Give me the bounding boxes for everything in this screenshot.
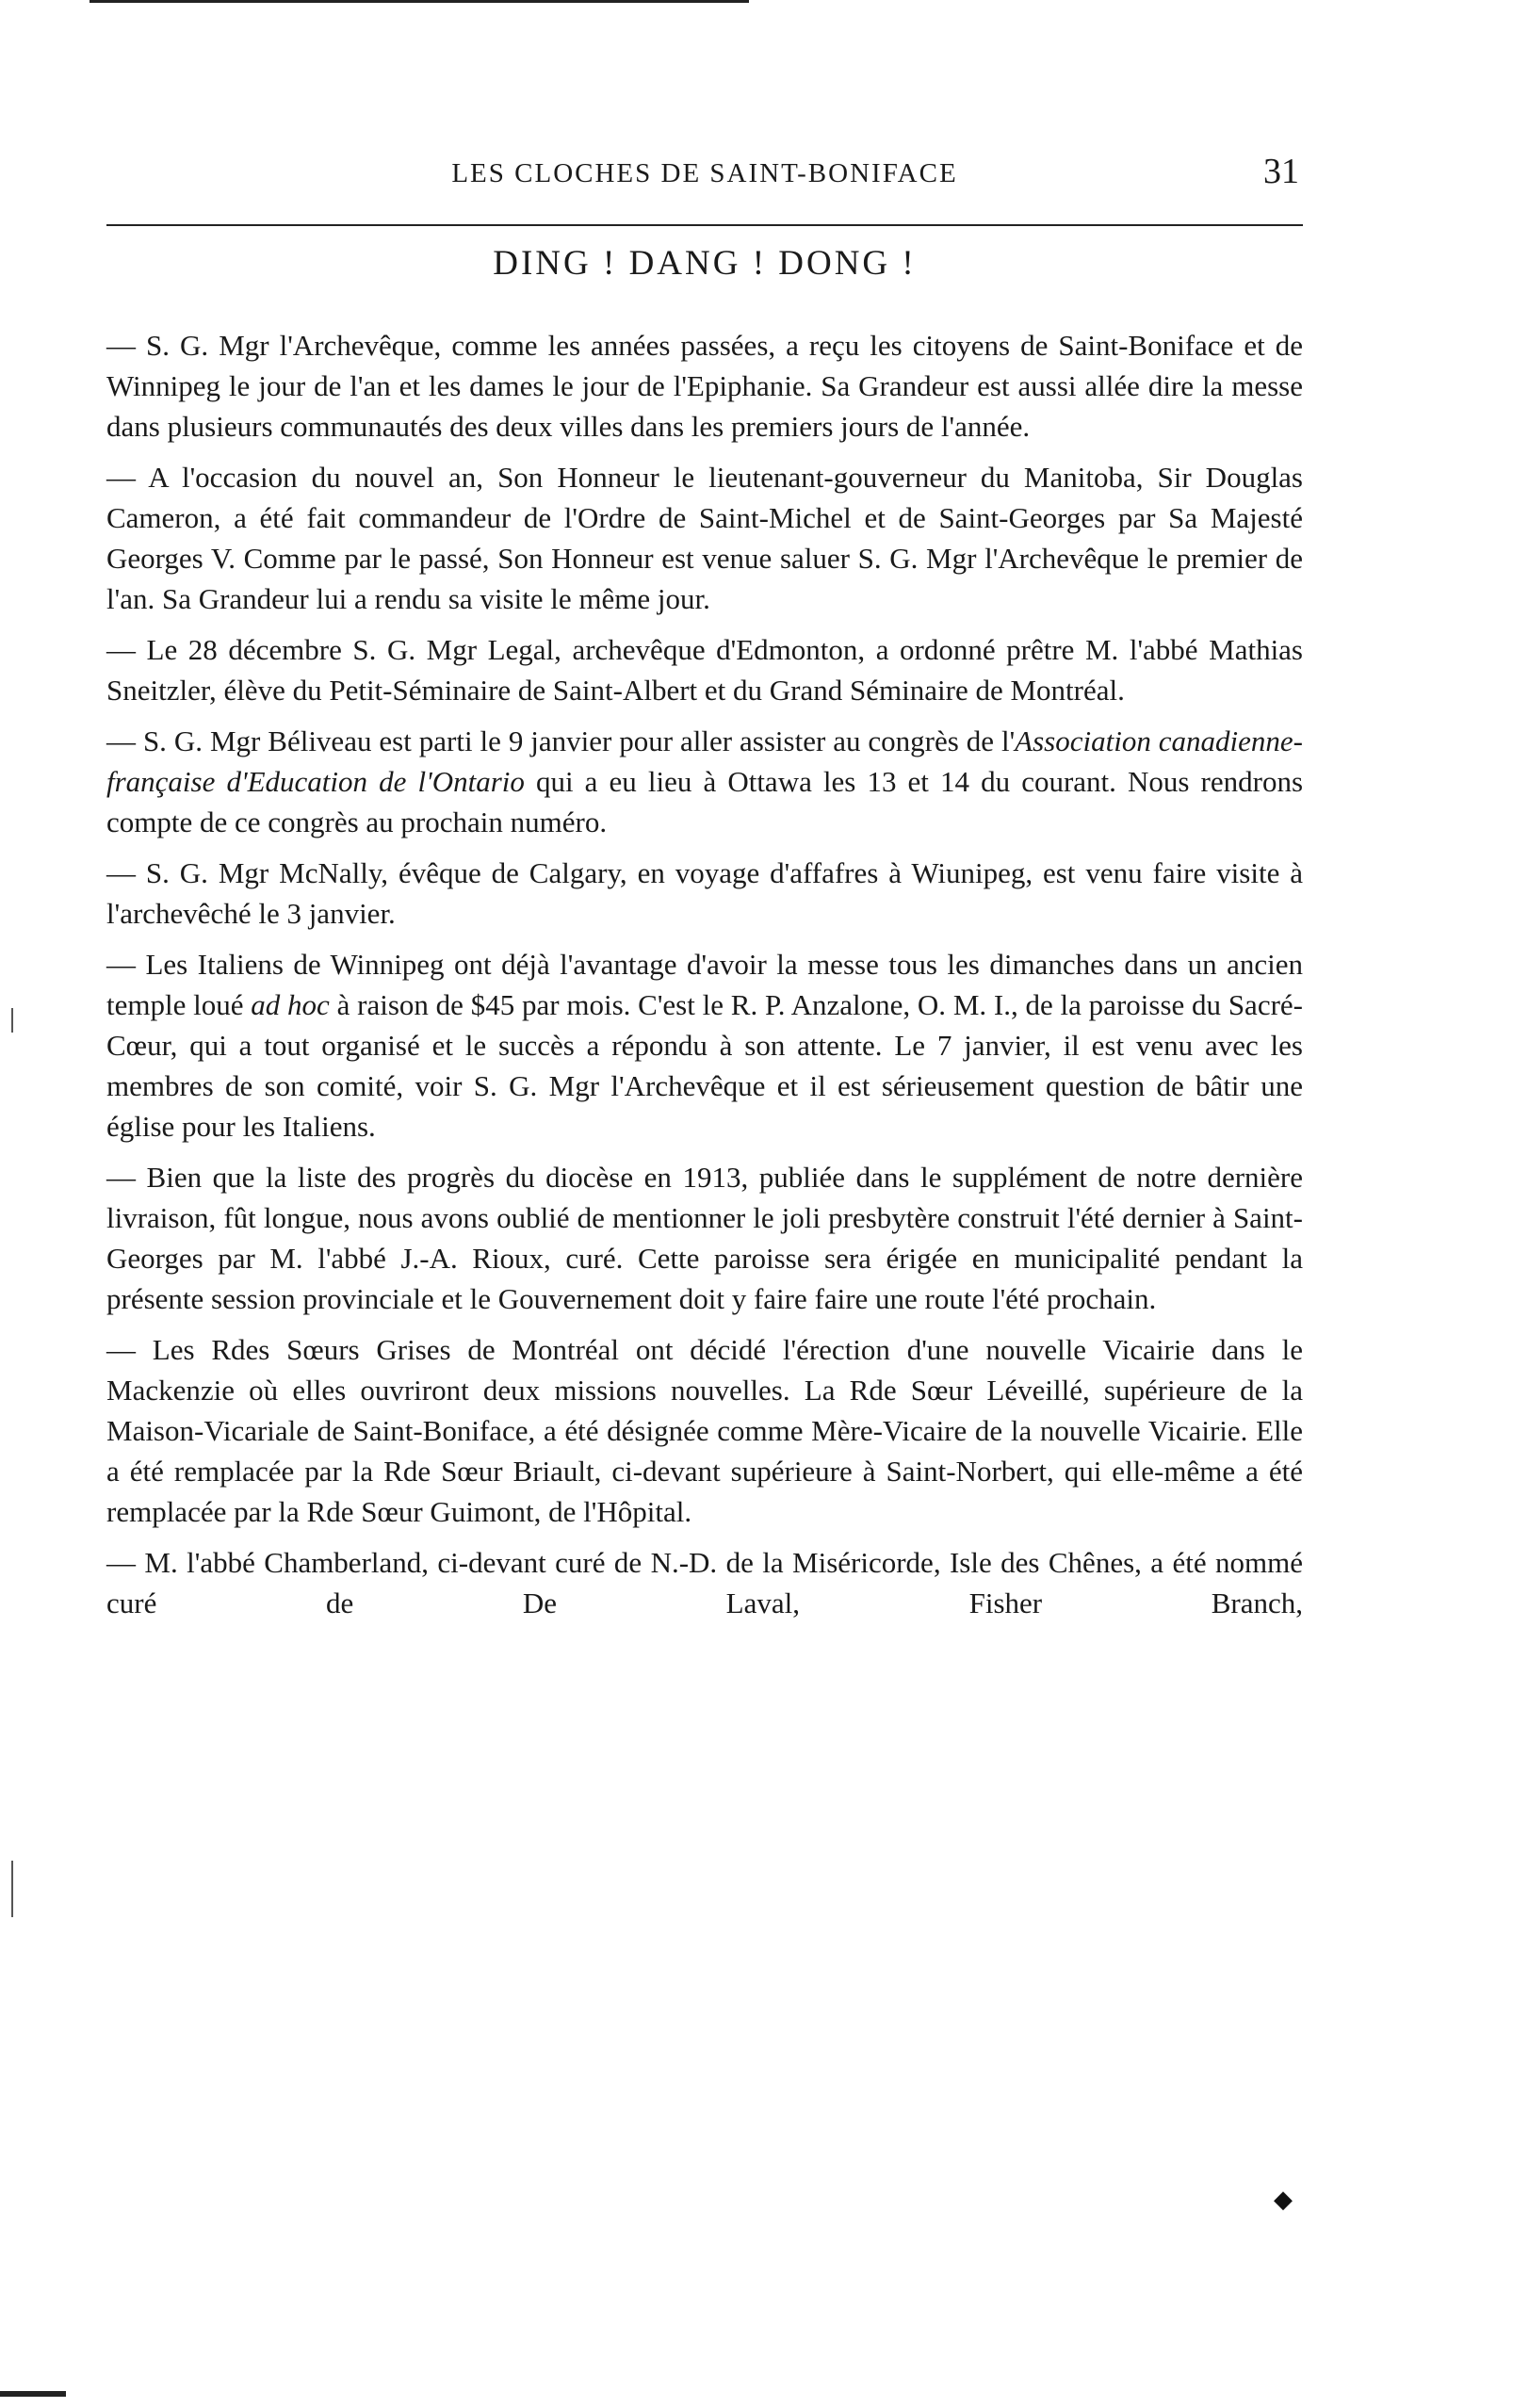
section-title: DING ! DANG ! DONG !	[493, 244, 917, 283]
paragraph-italiens-text-start: — Les Italiens de Winnipeg ont déjà l'avantage d'avoir la messe tous les dimanches dans un ancien temple loué	[106, 948, 1303, 1021]
margin-mark	[11, 1008, 13, 1033]
paragraph-congres-text-start: — S. G. Mgr Béliveau est parti le 9 janvier pour aller assister au congrès de l'	[106, 724, 1016, 757]
running-title: LES CLOCHES DE SAINT-BONIFACE	[451, 158, 958, 188]
association-name: Association canadienne-française d'Education de l'Ontario	[106, 724, 1303, 798]
paragraph-congres-text-end: qui a eu lieu à Ottawa les 13 et 14 du courant. Nous rendrons compte de ce congrès au prochain numéro.	[106, 765, 1304, 838]
ornament-icon: ◆	[1274, 2186, 1293, 2213]
article-body	[106, 325, 1303, 1634]
paragraph-italiens-text-end: à raison de $45 par mois. C'est le R. P. Anzalone, O. M. I., de la paroisse du Sacré-Cœur, qui a tout organisé et le succès a répondu à son attente. Le 7 janvier, il est venu avec les membres de son comité, voir S. G. Mgr l'Archevêque et il est sérieusement question de bâtir une église pour les Italiens.	[106, 988, 1303, 1143]
page-number: 31	[1263, 152, 1299, 191]
header-rule	[106, 224, 1303, 226]
margin-mark	[11, 1861, 13, 1917]
paragraph-italiens-winnipeg	[106, 944, 1303, 1147]
ad-hoc-phrase: ad hoc	[251, 988, 330, 1021]
paragraph-lieutenant-gouverneur: — A l'occasion du nouvel an, Son Honneur le lieutenant-gouverneur du Manitoba, Sir Douglas Cameron, a été fait commandeur de l'Ordre de Saint-Michel et de Saint-Georges par Sa Majesté Georges V. Comme par le passé, Son Honneur est venue saluer S. G. Mgr l'Archevêque le premier de l'an. Sa Grandeur lui a rendu sa visite le même jour.	[106, 461, 1303, 615]
paragraph-congres-ottawa	[106, 721, 1303, 842]
paragraph-progres-diocese: — Bien que la liste des progrès du diocèse en 1913, publiée dans le supplément de notre dernière livraison, fût longue, nous avons oublié de mentionner le joli presbytère construit l'été dernier à Saint-Georges par M. l'abbé J.-A. Rioux, curé. Cette paroisse sera érigée en municipalité pendant la présente session provinciale et le Gouvernement doit y faire faire une route l'été prochain.	[106, 1161, 1303, 1315]
paragraph-archeveque-receptions: — S. G. Mgr l'Archevêque, comme les années passées, a reçu les citoyens de Saint-Boniface et de Winnipeg le jour de l'an et les dames le jour de l'Epiphanie. Sa Grandeur est aussi allée dire la messe dans plusieurs communautés des deux villes dans les premiers jours de l'année.	[106, 329, 1303, 443]
page-header	[106, 151, 1303, 207]
top-edge-rule	[89, 0, 749, 3]
bottom-edge-mark	[0, 2391, 66, 2397]
paragraph-soeurs-grises: — Les Rdes Sœurs Grises de Montréal ont décidé l'érection d'une nouvelle Vicairie dans le Mackenzie où elles ouvriront deux missions nouvelles. La Rde Sœur Léveillé, supérieure de la Maison-Vicariale de Saint-Boniface, a été désignée comme Mère-Vicaire de la nouvelle Vicairie. Elle a été remplacée par la Rde Sœur Briault, ci-devant supérieure à Saint-Norbert, qui elle-même a été remplacée par la Rde Sœur Guimont, de l'Hôpital.	[106, 1333, 1303, 1528]
paragraph-ordination-edmonton: — Le 28 décembre S. G. Mgr Legal, archevêque d'Edmonton, a ordonné prêtre M. l'abbé Mathias Sneitzler, élève du Petit-Séminaire de Saint-Albert et du Grand Séminaire de Montréal.	[106, 633, 1303, 707]
paragraph-abbe-chamberland: — M. l'abbé Chamberland, ci-devant curé de N.-D. de la Miséricorde, Isle des Chênes, a été nommé curé de De Laval, Fisher Branch,	[106, 1546, 1303, 1619]
paragraph-visite-calgary: — S. G. Mgr McNally, évêque de Calgary, en voyage d'affafres à Wiunipeg, est venu faire visite à l'archevêché le 3 janvier.	[106, 856, 1303, 930]
